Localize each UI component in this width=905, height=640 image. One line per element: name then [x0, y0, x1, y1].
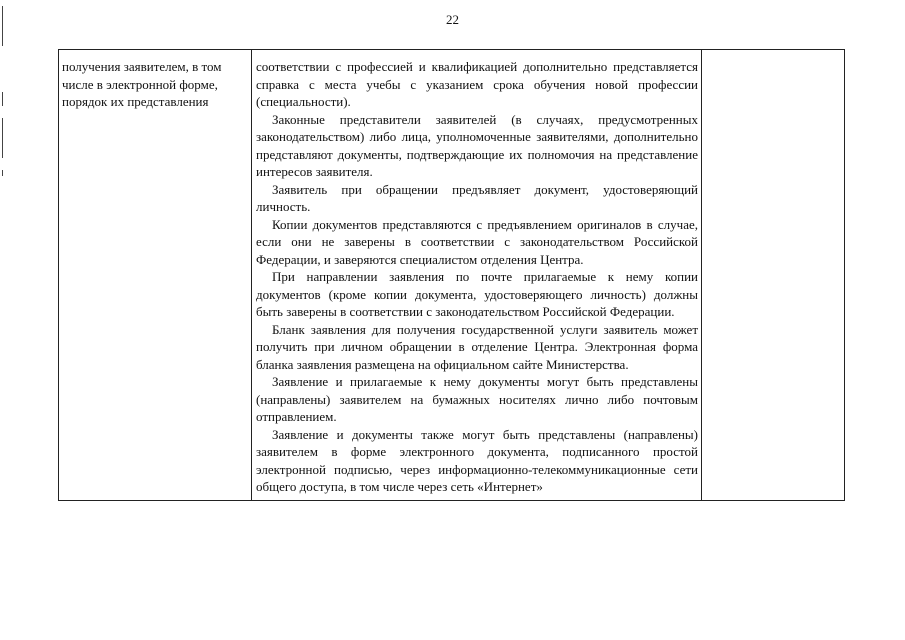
paragraph-3: Заявитель при обращении предъявляет документ, удостоверяющий личность.	[256, 181, 698, 214]
table-cell-right	[702, 50, 845, 501]
paragraph-5: При направлении заявления по почте прилагаемые к нему копии документов (кроме копии документа, удостоверяющего личность) должны быть заверены в соответствии с законодательством Российской Федерации.	[256, 269, 698, 319]
table-cell-left	[59, 50, 252, 501]
document-table	[58, 49, 845, 501]
paragraph-2: Законные представители заявителей (в случаях, предусмотренных законодательством) либо лица, уполномоченные заявителями, дополнительно представляют документы, подтверждающие их полномочия на представление интересов заявителя.	[256, 111, 698, 179]
paragraph-6: Бланк заявления для получения государственной услуги заявитель может получить при личном обращении в отделение Центра. Электронная форма бланка заявления размещена на официальном сайте Министерства.	[256, 321, 698, 372]
table-row	[59, 50, 845, 501]
paragraph-4: Копии документов представляются с предъявлением оригиналов в случае, если они не заверены в соответствии с законодательством Российской Федерации, и заверяются специалистом отделения Центра.	[256, 216, 698, 267]
scan-margin-marks	[0, 0, 6, 640]
paragraph-8: Заявление и документы также могут быть представлены (направлены) заявителем в форме электронного документа, подписанного простой электронной подписью, через информационно-телекоммуникационные сети общего доступа, в том числе через сеть «Интернет»	[256, 426, 698, 494]
left-cell-text: получения заявителем, в том числе в электронной форме, порядок их представления	[62, 59, 222, 109]
paragraph-7: Заявление и прилагаемые к нему документы могут быть представлены (направлены) заявителем на бумажных носителях лично либо почтовым отправлением.	[256, 374, 698, 424]
table-cell-middle	[252, 50, 702, 501]
page-number: 22	[446, 12, 459, 27]
paragraph-1: соответствии с профессией и квалификацией дополнительно представляется справка с места учебы с указанием срока обучения новой профессии (специальности).	[256, 59, 698, 109]
